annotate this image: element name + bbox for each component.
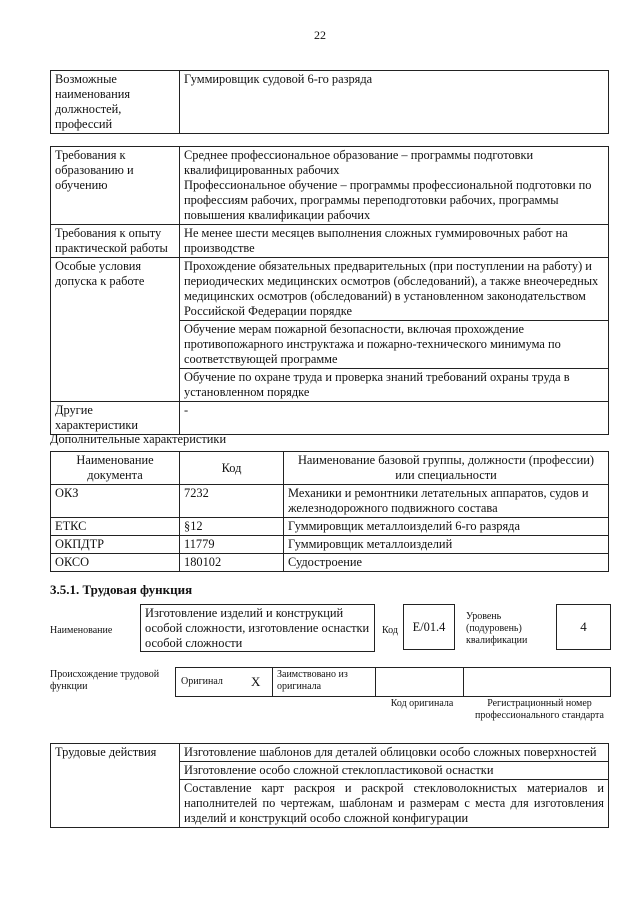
code-label: Код (382, 625, 398, 636)
table-row (51, 536, 609, 554)
header-code: Код (180, 452, 284, 485)
origin-code-label: Код оригинала (390, 698, 454, 709)
additional-title: Дополнительные характеристики (50, 432, 227, 446)
education-value (180, 147, 609, 225)
code-cell: §12 (180, 518, 284, 536)
table-row (51, 518, 609, 536)
actions-label: Трудовые действия (51, 744, 180, 828)
page-number: 22 (314, 28, 326, 42)
profession-label: Возможные наименования должностей, профессий (51, 71, 180, 134)
name-cell: Механики и ремонтники летательных аппаратов, судов и железнодорожного подвижного состава (284, 485, 609, 518)
code-cell: 11779 (180, 536, 284, 554)
function-name-box (140, 604, 375, 652)
origin-divider (375, 667, 376, 696)
doc-cell: ОКПДТР (51, 536, 180, 554)
education-line-1: Среднее профессиональное образование – программы подготовки квалифицированных рабочих (184, 148, 534, 177)
doc-cell: ОКЗ (51, 485, 180, 518)
action-item: Изготовление шаблонов для деталей облицовки особо сложных поверхностей (180, 744, 609, 762)
original-mark: X (251, 674, 261, 689)
access-item: Прохождение обязательных предварительных (при поступлении на работу) и периодических медицинских осмотров (обследований), а также внеочередных медицинских осмотров (обследований) в установленном законодательством Российской Федерации порядке (180, 258, 609, 321)
header-document: Наименование документа (51, 452, 180, 485)
code-value: E/01.4 (412, 620, 446, 634)
education-line-2: Профессиональное обучение – программы профессиональной подготовки по профессиям рабочих, программы переподготовки рабочих, программы повышения квалификации рабочих (184, 178, 592, 222)
borrowed-label: Заимствовано из оригинала (277, 669, 348, 692)
level-box (556, 604, 611, 650)
origin-divider (272, 667, 273, 696)
table-row (51, 485, 609, 518)
other-label: Другие характеристики (51, 402, 180, 435)
access-label: Особые условия допуска к работе (51, 258, 180, 402)
profession-table (50, 70, 609, 134)
additional-table (50, 451, 609, 572)
access-item: Обучение мерам пожарной безопасности, включая прохождение противопожарного инструктажа и пожарно-технического минимума по соответствующей программе (180, 321, 609, 369)
doc-cell: ЕТКС (51, 518, 180, 536)
origin-divider (463, 667, 464, 696)
name-cell: Гуммировщик металлоизделий (284, 536, 609, 554)
other-value: - (180, 402, 609, 435)
function-name-value: Изготовление изделий и конструкций особой сложности, изготовление оснастки особой сложности (145, 606, 370, 650)
header-name: Наименование базовой группы, должности (профессии) или специальности (284, 452, 609, 485)
experience-value: Не менее шести месяцев выполнения сложных гуммировочных работ на производстве (180, 225, 609, 258)
origin-label: Происхождение трудовой функции (50, 669, 160, 692)
function-name-label: Наименование (50, 625, 113, 636)
action-item: Изготовление особо сложной стеклопластиковой оснастки (180, 762, 609, 780)
name-cell: Судостроение (284, 554, 609, 572)
name-cell: Гуммировщик металлоизделий 6-го разряда (284, 518, 609, 536)
original-label: Оригинал (181, 676, 223, 687)
action-item: Составление карт раскроя и раскрой стекловолокнистых материалов и наполнителей по чертежам, шаблонам и размерам с места для изготовления изделий и конструкций особо сложной конфигурации (180, 780, 609, 828)
level-label: Уровень (подуровень) квалификации (466, 611, 528, 646)
experience-label: Требования к опыту практической работы (51, 225, 180, 258)
actions-table (50, 743, 609, 828)
access-item: Обучение по охране труда и проверка знаний требований охраны труда в установленном порядке (180, 369, 609, 402)
code-cell: 7232 (180, 485, 284, 518)
level-value: 4 (580, 619, 587, 634)
education-label: Требования к образованию и обучению (51, 147, 180, 225)
code-box (403, 604, 455, 650)
section-title: 3.5.1. Трудовая функция (50, 582, 193, 597)
origin-box (175, 667, 611, 697)
requirements-table (50, 146, 609, 435)
table-row (51, 554, 609, 572)
code-cell: 180102 (180, 554, 284, 572)
doc-cell: ОКСО (51, 554, 180, 572)
profession-value: Гуммировщик судовой 6-го разряда (180, 71, 609, 134)
reg-number-label: Регистрационный номер профессионального стандарта (475, 698, 604, 721)
